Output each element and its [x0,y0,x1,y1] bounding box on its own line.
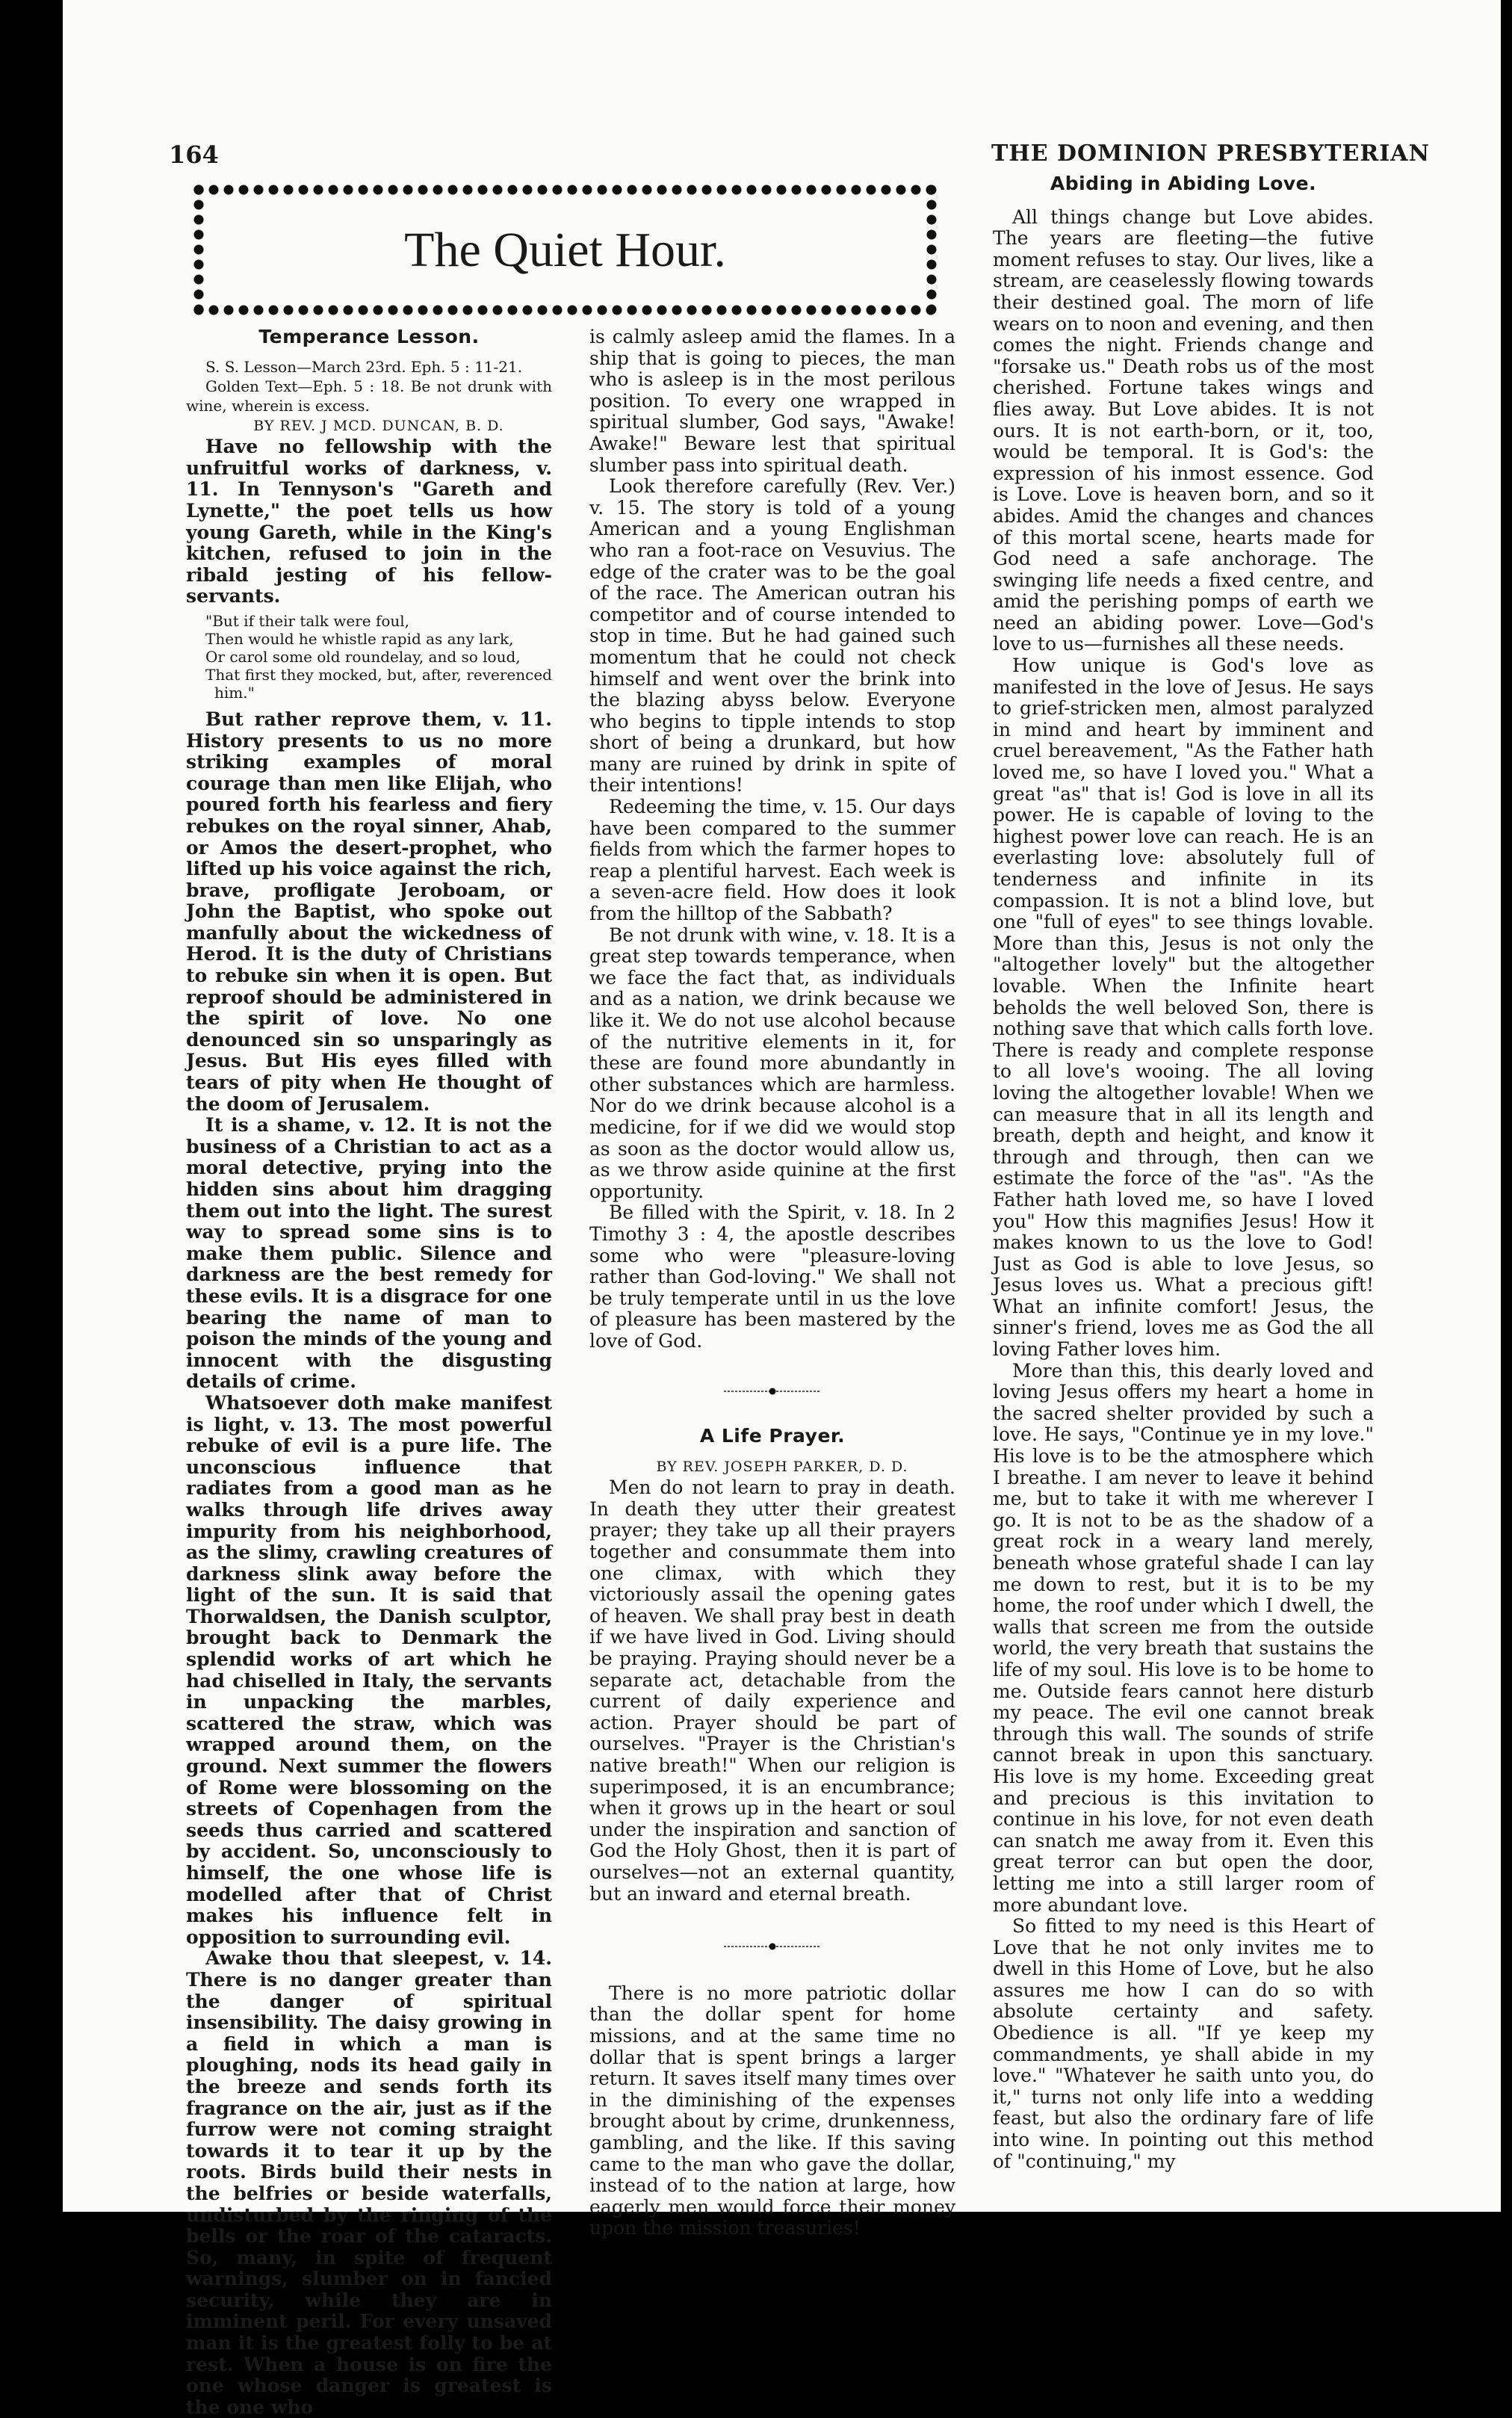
temperance-paragraph-4: Whatsoever doth make manifest is light, v. 13. The most powerful rebuke of evil is a pure life. The unconscious influence that radiates from a good man as he walks through life drives away impurity from his neighborhood, as the slimy, crawling creatures of darkness slink away before the light of the sun. It is said that Thorwaldsen, the Danish sculptor, brought back to Denmark the splendid works of art which he had chiselled in Italy, the servants in unpacking the marbles, scattered the straw, which was wrapped around them, on the ground. Next summer the flowers of Rome were blossoming on the streets of Copenhagen from the seeds thus carried and scattered by accident. So, unconsciously to himself, the one whose life is modelled after that of Christ makes his influence felt in opposition to surrounding evil. [186,1391,552,1948]
page-number: 164 [169,140,219,169]
poem-line: Then would he whistle rapid as any lark, [205,629,514,648]
temperance-paragraph-7: Look therefore carefully (Rev. Ver.) v. 15. The story is told of a young American and a young Englishman who ran a foot-race on Vesuvius. The edge of the crater was to be the goal of the race. The American outran his competitor and of course intended to stop in time. But he had gained such momentum that he could not check himself and went over the brink into the blazing abyss below. Everyone who begins to tipple intends to stop short of being a drunkard, but how many are ruined by drink in spite of their intentions! [589,475,955,797]
column-3 [993,173,1374,2172]
newspaper-page [63,0,1501,2418]
temperance-paragraph-9: Be not drunk with wine, v. 18. It is a great step towards temperance, when we face the fact that, as individuals and as a nation, we drink because we like it. We do not use alcohol because of the nutritive elements in it, for these are found more abundantly in other substances which are harmless. Nor do we drink because alcohol is a medicine, for if we did we would stop as soon as the doctor would allow us, as we throw aside quinine at the first opportunity. [589,924,955,1202]
column-1 [186,327,552,2418]
temperance-paragraph-1: Have no fellowship with the unfruitful works of darkness, v. 11. In Tennyson's "Gareth and Lynette," the poet tells us how young Gareth, while in the King's kitchen, refused to join in the ribald jesting of his fellow-servants. [186,436,552,607]
temperance-paragraph-10: Be filled with the Spirit, v. 18. In 2 Timothy 3 : 4, the apostle describes some who were "pleasure-loving rather than God-loving." We shall not be truly temperate until in us the love of pleasure has been mastered by the love of God. [589,1202,955,1352]
abiding-paragraph-1: All things change but Love abides. The years are fleeting—the futive moment refuses to stay. Our lives, like a stream, are ceaselessly flowing towards their destined goal. The morn of life wears on to noon and evening, and then comes the night. Friends change and "forsake us." Death robs us of the most cherished. Fortune takes wings and flies away. But Love abides. It is not ours. It is not earth-born, or it, too, would be temporal. It is God's: the expression of his inmost essence. God is Love. Love is heaven born, and so it abides. Amid the changes and chances of this mortal scene, hearts made for God need a safe anchorage. The swinging life needs a fixed centre, and amid the perishing pomps of earth we need an abiding power. Love—God's love to us—furnishes all these needs. [993,205,1374,655]
divider-ornament-icon [724,1387,821,1396]
temperance-paragraph-3: It is a shame, v. 12. It is not the business of a Christian to act as a moral detective, prying into the hidden sins about him dragging them out into the light. The surest way to spread some sins is to make them public. Silence and darkness are the best remedy for these evils. It is a disgrace for one bearing the name of man to poison the minds of the young and innocent with the disgusting details of crime. [186,1114,552,1393]
temperance-byline: BY REV. J MCD. DUNCAN, B. D. [253,417,504,434]
page-header [169,140,1430,172]
lesson-reference: S. S. Lesson—March 23rd. Eph. 5 : 11-21. [205,357,523,376]
section-divider [589,1935,955,1956]
divider-ornament-icon [724,1942,821,1951]
section-divider [589,1379,955,1401]
abiding-paragraph-3: More than this, this dearly loved and loving Jesus offers my heart a home in the sacred shelter provided by such a love. He says, "Continue ye in my love." His love is to be the atmosphere which I breathe. I am never to leave it behind me, but to take it with me wherever I go. It is not to be as the shadow of a great rock in a weary land merely, beneath whose grateful shade I can lay me down to rest, but it is to be my home, the roof under which I dwell, the walls that screen me from the outside world, the very breath that sustains the life of my soul. His love is to be home to me. Outside fears cannot here disturb my peace. The evil one cannot break through this wall. The sounds of strife cannot break in upon this sanctuary. His love is my home. Exceeding great and precious is this invitation to continue in his love, for not even death can snatch me away from it. Even this great terror can but open the door, letting me into a still larger room of more abundant love. [993,1359,1374,1916]
ornamental-border-top [193,185,937,195]
abiding-paragraph-2: How unique is God's love as manifested in the love of Jesus. He says to grief-stricken men, almost paralyzed in mind and heart by imminent and cruel bereavement, "As the Father hath loved me, so have I loved you." What a great "as" that is! God is love in all its power. He is capable of loving to the highest power love can reach. He is an everlasting love: absolutely full of tenderness and infinite in its compassion. It is not a blind love, but one "full of eyes" to see things lovable. More than this, Jesus is not only the "altogether lovely" but the altogether lovable. When the Infinite heart beholds the well beloved Son, there is nothing save that which calls forth love. There is ready and complete response to all love's wooing. The all loving loving the altogether lovable! When we can measure that in all its length and breath, depth and height, and know it through and through, then can we estimate the force of the "as". "As the Father hath loved me, so have I loved you" How this magnifies Jesus! How it makes known to us the love to God! Just as God is able to love Jesus, so Jesus loves us. What a precious gift! What an infinite comfort! Jesus, the sinner's friend, loves me as God the all loving Father loves him. [993,655,1374,1361]
temperance-paragraph-8: Redeeming the time, v. 15. Our days have been compared to the summer fields from which the farmer hopes to reap a plentiful harvest. Each week is a seven-acre field. How does it look from the hilltop of the Sabbath? [589,796,955,925]
tennyson-quote [205,612,552,702]
life-prayer-byline: BY REV. JOSEPH PARKER, D. D. [656,1458,908,1475]
banner-title: The Quiet Hour. [404,223,726,277]
abiding-paragraph-4: So fitted to my need is this Heart of Love that he not only invites me to dwell in this Home of Love, but he also assures me how I can do so with absolute certainty and safety. Obedience is all. "If ye keep my commandments, ye shall abide in my love." "Whatever he saith unto you, do it," turns not only life into a wedding feast, but also the ordinary fare of life into wine. In pointing out this method of "continuing," my [993,1915,1374,2172]
abiding-heading: Abiding in Abiding Love. [1050,173,1317,194]
quiet-hour-banner [193,185,937,315]
poem-line: Or carol some old roundelay, and so loud, [205,647,521,666]
poem-line: "But if their talk were foul, [205,611,410,630]
golden-text: Golden Text—Eph. 5 : 18. Be not drunk with wine, wherein is excess. [186,377,552,415]
temperance-paragraph-6: is calmly asleep amid the flames. In a ship that is going to pieces, the man who is asleep is in the most perilous position. To every one wrapped in spiritual slumber, God says, "Awake! Awake!" Beware lest that spiritual slumber pass into spiritual death. [589,326,955,476]
patriotic-dollar-paragraph: There is no more patriotic dollar than the dollar spent for home missions, and at the same time no dollar that is spent brings a larger return. It saves itself many times over in the diminishing of the expenses brought about by crime, drunkenness, gambling, and the like. If this saving came to the man who gave the dollar, instead of to the nation at large, how eagerly men would force their money upon the mission treasuries! [589,1982,955,2239]
poem-line: That first they mocked, but, after, reverenced him." [205,665,552,702]
temperance-heading: Temperance Lesson. [258,326,480,347]
life-prayer-paragraph: Men do not learn to pray in death. In death they utter their greatest prayer; they take up all their prayers together and consummate them into one climax, with which they victoriously assail the opening gates of heaven. We shall pray best in death if we have lived in God. Living should be praying. Praying should never be a separate act, detachable from the current of daily experience and action. Prayer should be part of ourselves. "Prayer is the Christian's native breath!" When our religion is superimposed, it is an encumbrance; when it grows up in the heart or soul under the inspiration and sanction of God the Holy Ghost, then it is part of ourselves—not an external quantity, but an inward and eternal breath. [589,1477,955,1905]
ornamental-border-bottom [193,305,937,315]
temperance-paragraph-5: Awake thou that sleepest, v. 14. There is no danger greater than the danger of spiritual insensibility. The daisy growing in a field in which a man is ploughing, nods its head gaily in the breeze and sends forth its fragrance on the air, just as if the furrow were not coming straight towards it to tear it up by the roots. Birds build their nests in the belfries or beside waterfalls, undisturbed by the ringing of the bells or the roar of the cataracts. So, many, in spite of frequent warnings, slumber on in fancied security, while they are in imminent peril. For every unsaved man it is the greatest folly to be at rest. When a house is on fire the one whose danger is greatest is the one who [186,1947,552,2418]
running-head: THE DOMINION PRESBYTERIAN [991,140,1430,167]
column-2 [589,327,955,2239]
life-prayer-heading: A Life Prayer. [699,1425,846,1447]
temperance-paragraph-2: But rather reprove them, v. 11. History presents to us no more striking examples of moral courage than men like Elijah, who poured forth his fearless and fiery rebukes on the royal sinner, Ahab, or Amos the desert-prophet, who lifted up his voice against the rich, brave, profligate Jeroboam, or John the Baptist, who spoke out manfully about the wickedness of Herod. It is the duty of Christians to rebuke sin when it is open. But reproof should be administered in the spirit of love. No one denounced sin so unsparingly as Jesus. But His eyes filled with tears of pity when He thought of the doom of Jerusalem. [186,708,552,1115]
